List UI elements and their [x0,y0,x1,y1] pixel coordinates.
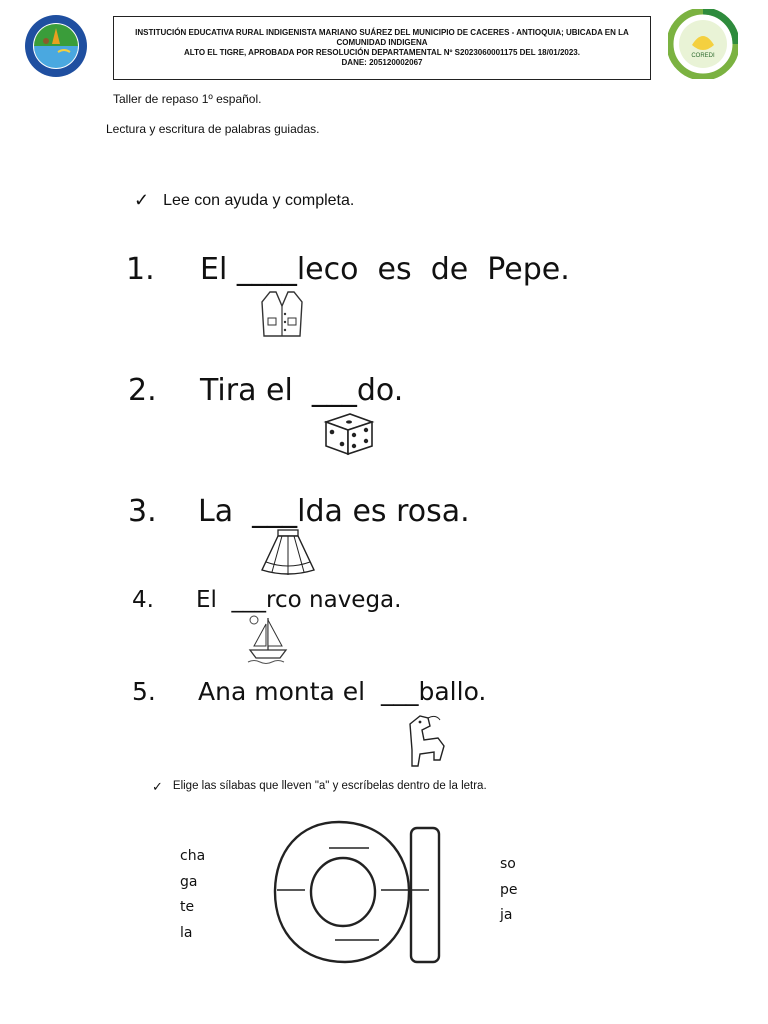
sailboat-icon [244,612,292,664]
syllable-exercise [146,768,551,966]
header-line-2: ALTO EL TIGRE, APROBADA POR RESOLUCIÓN DEPARTAMENTAL Nº S2023060001175 DEL 18/01/2023. [184,48,580,57]
syllable: ga [180,873,198,890]
instruction-1-text: Lee con ayuda y completa. [163,191,355,209]
sentence-number: 5. [132,677,156,706]
coredi-logo [668,9,738,79]
dice-icon [320,408,376,458]
syllable: ja [500,907,513,923]
worksheet-subtitle: Lectura y escritura de palabras guiadas. [106,122,320,136]
sentence-number: 2. [128,373,157,408]
header-line-1: INSTITUCIÓN EDUCATIVA RURAL INDIGENISTA MARIANO SUÁREZ DEL MUNICIPIO DE CACERES - ANTIOQUIA; UBICADA EN LA COMUNIDAD INDIGENA [135,28,629,47]
sentence-text: El ___rco navega. [196,587,402,613]
sentence-text: La ___lda es rosa. [198,494,470,529]
sentence-1 [126,252,570,287]
sentence-text: El ____leco es de Pepe. [200,252,570,287]
checkmark-icon: ✓ [134,190,150,210]
instruction-2-text: Elige las sílabas que lleven "a" y escríbelas dentro de la letra. [172,780,487,792]
sentence-3 [128,494,470,529]
syllable: cha [180,848,206,864]
instruction-1 [134,190,354,211]
syllable: so [500,856,516,872]
syllable: la [180,924,193,941]
sentence-text: Tira el ___do. [200,373,404,408]
syllable: te [180,899,195,915]
instruction-2 [152,778,542,795]
skirt-icon [258,526,318,578]
header-line-3: DANE: 205120002067 [341,58,423,67]
sentence-number: 1. [126,252,155,287]
syllable: pe [500,881,518,898]
sentence-4 [132,587,401,613]
syllables-right [500,852,518,929]
letter-a-icon [269,816,449,966]
vest-icon [258,288,306,340]
school-logo [24,14,88,78]
checkmark-icon: ✓ [152,779,163,794]
syllables-left [180,844,205,946]
sentence-number: 4. [132,587,154,613]
sentence-2 [128,373,403,408]
institution-header [113,16,651,80]
sentence-number: 3. [128,494,157,529]
horse-icon [400,712,448,770]
sentence-text: Ana monta el ___ballo. [198,677,487,706]
worksheet-title: Taller de repaso 1º español. [113,92,262,106]
sentence-5 [132,677,486,706]
coredi-text: COREDI [691,53,715,59]
